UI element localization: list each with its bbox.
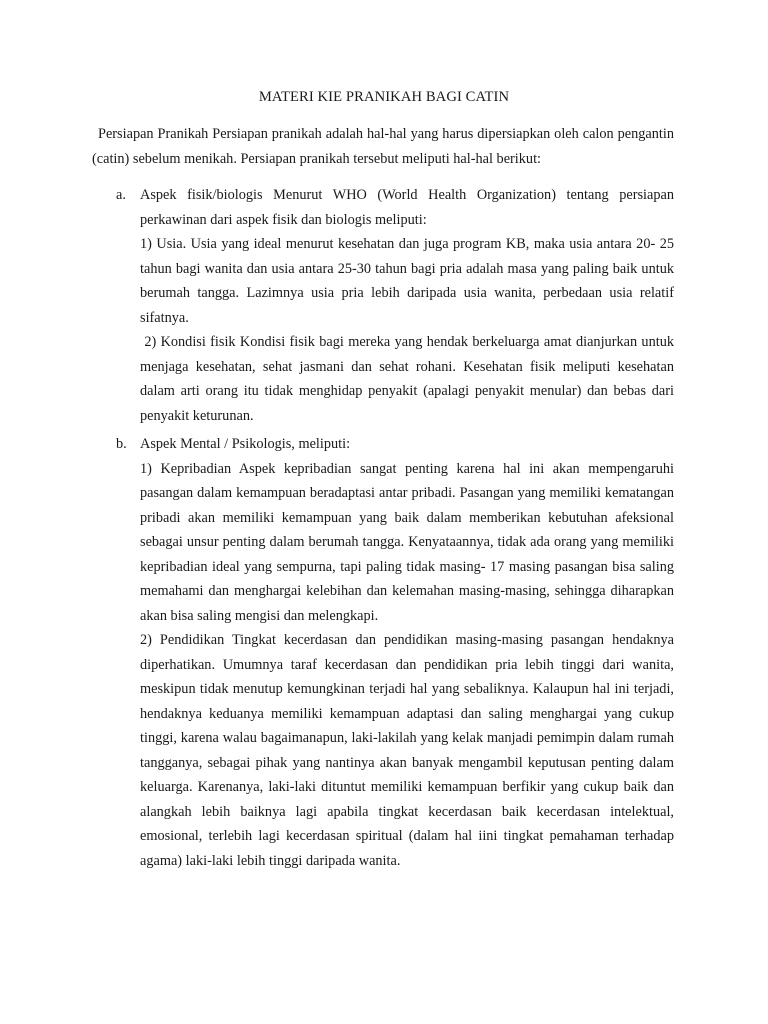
section-a-item-kondisi-fisik: 2) Kondisi fisik Kondisi fisik bagi mereka yang hendak berkeluarga amat dianjurkan untuk menjaga kesehatan, sehat jasmani dan sehat rohani. Kesehatan fisik meliputi kesehatan dalam arti orang itu tidak menghidap penyakit (apalagi penyakit menular) dan bebas dari penyakit keturunan. xyxy=(140,334,678,424)
document-title: MATERI KIE PRANIKAH BAGI CATIN xyxy=(258,89,510,105)
section-a-heading: Aspek fisik/biologis Menurut WHO (World Health Organization) tentang persiapan perkawinan dari aspek fisik dan biologis meliputi: xyxy=(140,187,674,228)
section-a-body xyxy=(140,183,678,428)
section-b-item-pendidikan: 2) Pendidikan Tingkat kecerdasan dan pendidikan masing-masing pasangan hendaknya diperhatikan. Umumnya taraf kecerdasan dan pendidikan pria lebih tinggi dari wanita, meskipun tidak menutup kemungkinan terjadi hal yang sebaliknya. Kalaupun hal ini terjadi, hendaknya keduanya memiliki kemampuan adaptasi dan saling menghargai yang cukup tinggi, karena walau bagaimanapun, laki-lakilah yang kelak manjadi pemimpin dalam rumah tangganya, sebagai pihak yang nantinya akan banyak mengambil keputusan penting dalam keluarga. Karenanya, laki-laki dituntut memiliki kemampuan berfikir yang cukup baik dan alangkah lebih baiknya lagi apabila tingkat kecerdasan baik kecerdasan intelektual, emosional, terlebih lagi kecerdasan spiritual (dalam hal iini tingkat pemahaman terhadap agama) laki-laki lebih tinggi daripada wanita. xyxy=(140,632,674,869)
intro-paragraph: Persiapan Pranikah Persiapan pranikah adalah hal-hal yang harus dipersiapkan oleh calon pengantin (catin) sebelum menikah. Persiapan pranikah tersebut meliputi hal-hal berikut: xyxy=(92,126,674,167)
section-a-marker: a. xyxy=(116,187,126,203)
section-b-heading: Aspek Mental / Psikologis, meliputi: xyxy=(140,436,351,452)
section-a-item-usia: 1) Usia. Usia yang ideal menurut kesehatan dan juga program KB, maka usia antara 20- 25 tahun bagi wanita dan usia antara 25-30 tahun bagi pria adalah masa yang paling baik untuk berumah tangga. Lazimnya usia pria lebih daripada usia wanita, perbedaan usia relatif sifatnya. xyxy=(140,236,674,326)
section-b-body xyxy=(140,432,674,873)
section-b-item-kepribadian: 1) Kepribadian Aspek kepribadian sangat penting karena hal ini akan mempengaruhi pasangan dalam kemampuan beradaptasi antar pribadi. Pasangan yang memiliki kematangan pribadi akan memiliki kemampuan yang baik dalam memberikan kebutuhan afeksional sebagai unsur penting dalam berumah tangga. Kenyataannya, tidak ada orang yang memiliki kepribadian ideal yang sempurna, tapi paling tidak masing- 17 masing pasangan bisa saling memahami dan menghargai kelebihan dan kelemahan masing-masing, sehingga diharapkan akan bisa saling mengisi dan melengkapi. xyxy=(140,460,674,624)
section-b-marker: b. xyxy=(116,436,127,452)
